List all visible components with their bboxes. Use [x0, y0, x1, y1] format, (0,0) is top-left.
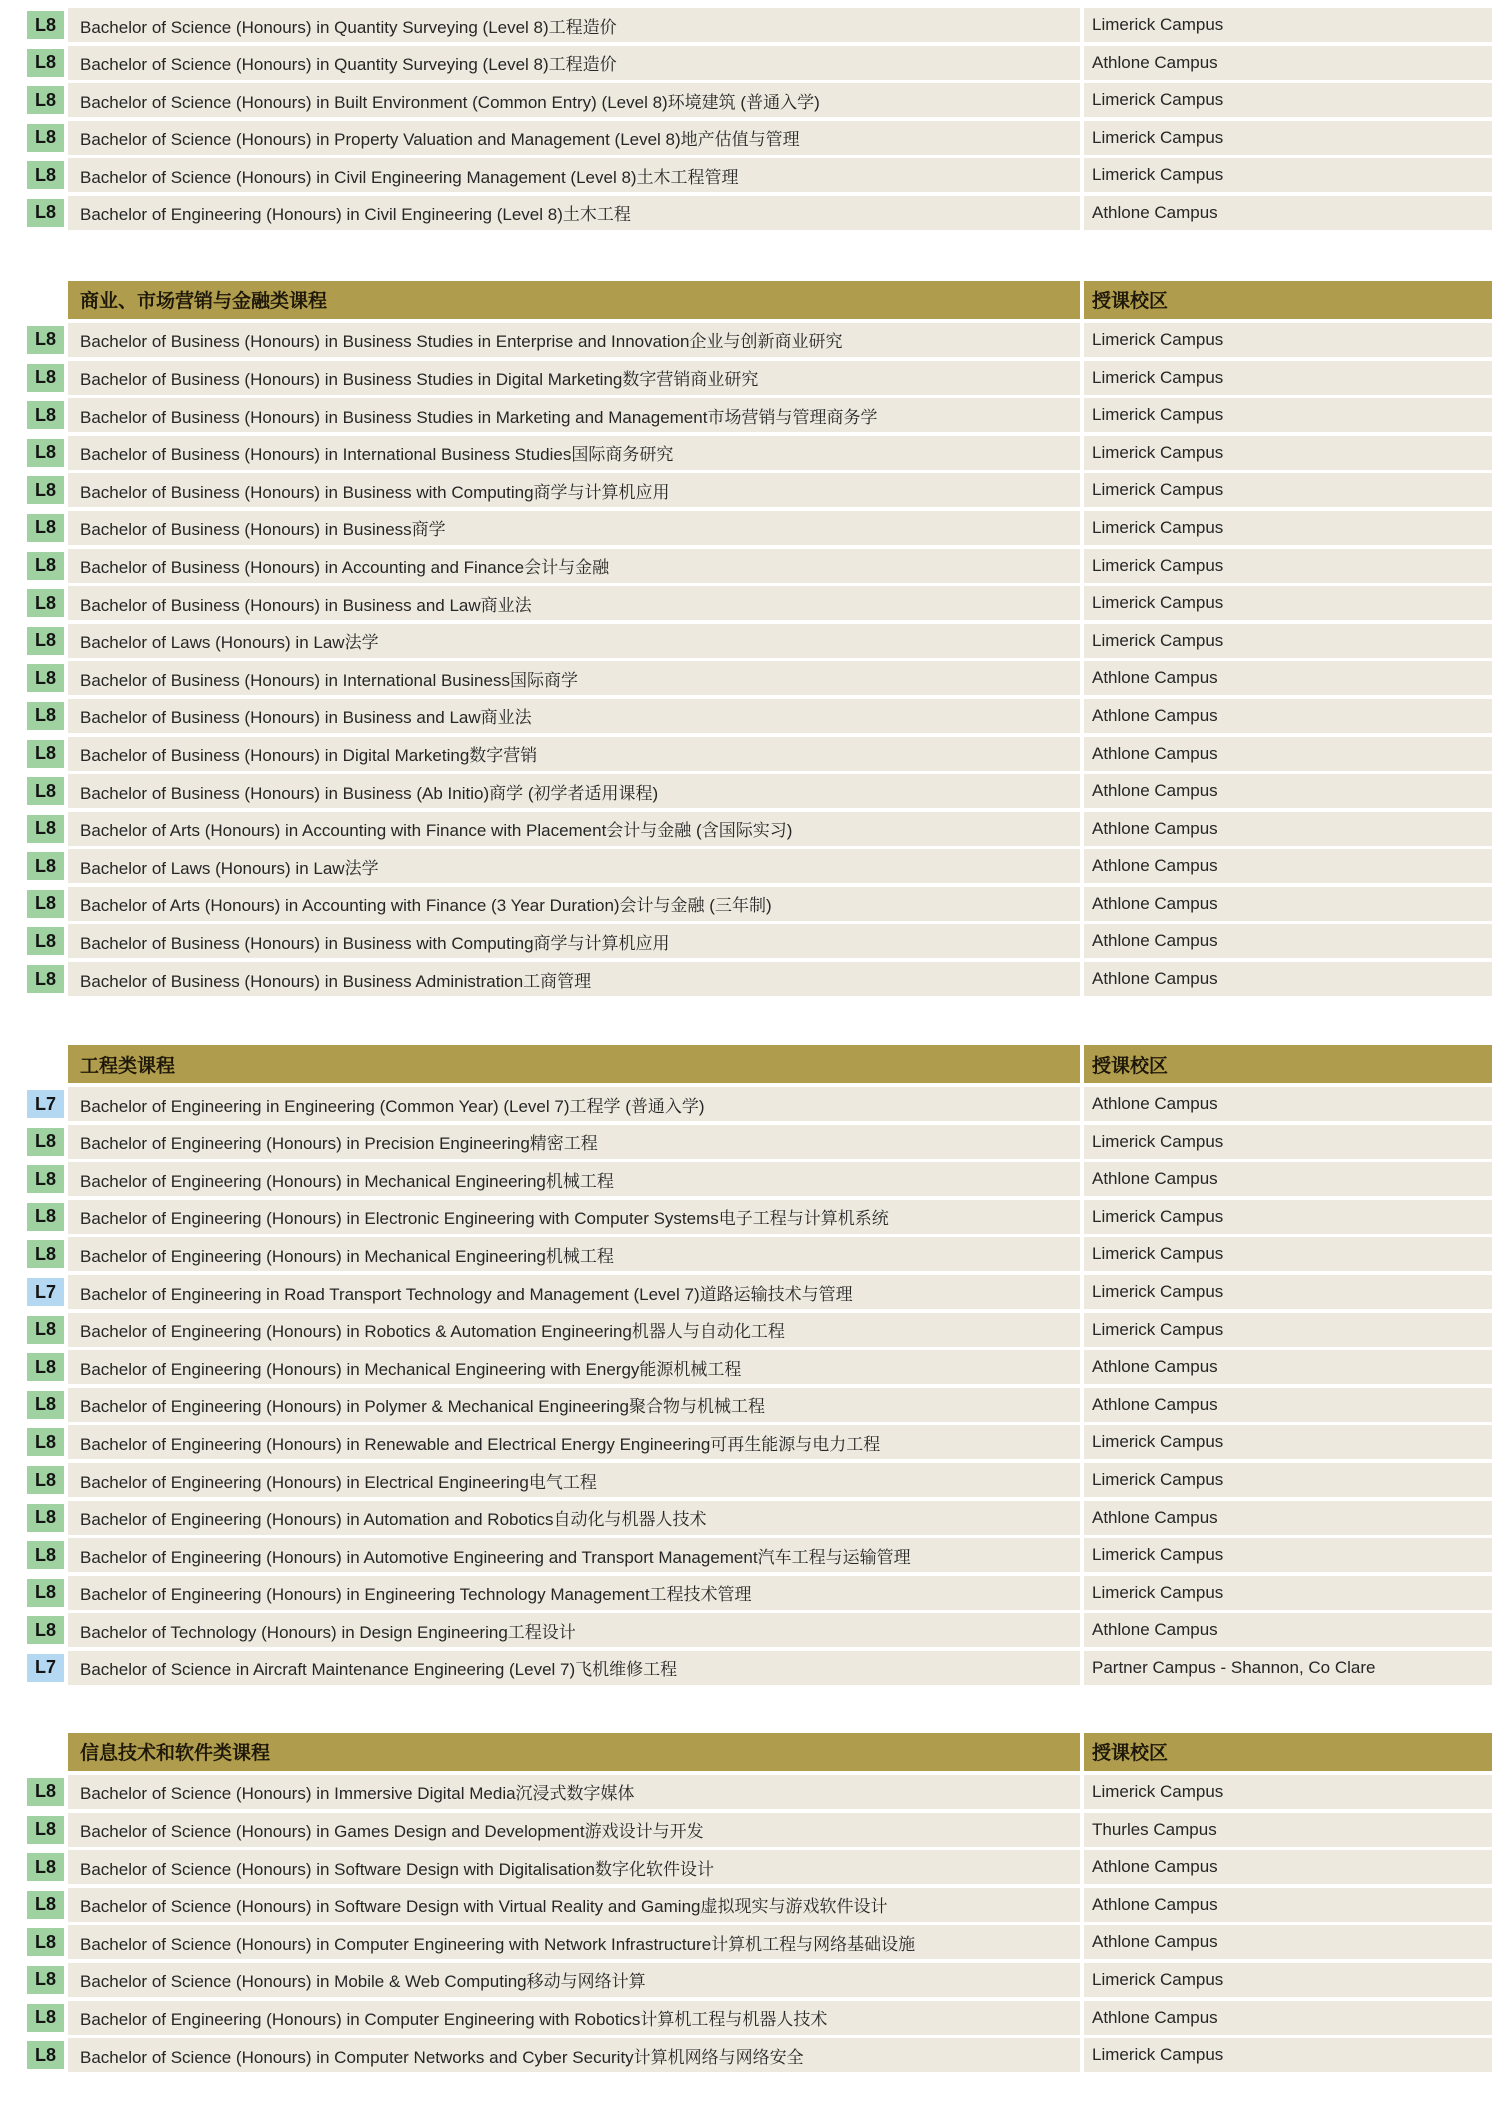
campus-name: Limerick Campus — [1084, 624, 1492, 658]
course-name: Bachelor of Engineering (Honours) in Civil Engineering (Level 8)土木工程 — [68, 196, 1080, 230]
course-name: Bachelor of Science (Honours) in Civil Engineering Management (Level 8)土木工程管理 — [68, 158, 1080, 192]
course-name: Bachelor of Engineering in Road Transport Technology and Management (Level 7)道路运输技术与管理 — [68, 1275, 1080, 1309]
campus-name: Athlone Campus — [1084, 887, 1492, 921]
course-name: Bachelor of Engineering (Honours) in Mechanical Engineering with Energy能源机械工程 — [68, 1350, 1080, 1384]
course-name: Bachelor of Arts (Honours) in Accounting with Finance with Placement会计与金融 (含国际实习) — [68, 812, 1080, 846]
table-row — [0, 2038, 1492, 2072]
level-badge: L8 — [27, 1966, 64, 1994]
table-row — [0, 361, 1492, 395]
level-badge: L8 — [27, 2004, 64, 2032]
table-row — [0, 849, 1492, 883]
level-badge: L8 — [27, 627, 64, 655]
course-name: Bachelor of Science (Honours) in Software Design with Digitalisation数字化软件设计 — [68, 1850, 1080, 1884]
campus-name: Athlone Campus — [1084, 849, 1492, 883]
course-name: Bachelor of Engineering (Honours) in Polymer & Mechanical Engineering聚合物与机械工程 — [68, 1388, 1080, 1422]
course-name: Bachelor of Science (Honours) in Computer Engineering with Network Infrastructure计算机工程与网络基础设施 — [68, 1925, 1080, 1959]
table-row — [0, 1350, 1492, 1384]
table-row — [0, 1313, 1492, 1347]
level-badge: L8 — [27, 552, 64, 580]
table-row — [0, 624, 1492, 658]
campus-column-header: 授课校区 — [1084, 1733, 1492, 1771]
campus-name: Athlone Campus — [1084, 1850, 1492, 1884]
table-row — [0, 1087, 1492, 1121]
level-badge: L8 — [27, 49, 64, 77]
course-name: Bachelor of Technology (Honours) in Design Engineering工程设计 — [68, 1613, 1080, 1647]
table-row — [0, 158, 1492, 192]
table-row — [0, 1425, 1492, 1459]
course-name: Bachelor of Business (Honours) in Business商学 — [68, 511, 1080, 545]
campus-name: Limerick Campus — [1084, 511, 1492, 545]
campus-name: Limerick Campus — [1084, 1200, 1492, 1234]
campus-name: Athlone Campus — [1084, 962, 1492, 996]
campus-name: Limerick Campus — [1084, 1576, 1492, 1610]
course-name: Bachelor of Science (Honours) in Immersive Digital Media沉浸式数字媒体 — [68, 1775, 1080, 1809]
course-name: Bachelor of Science (Honours) in Property Valuation and Management (Level 8)地产估值与管理 — [68, 121, 1080, 155]
course-name: Bachelor of Business (Honours) in Business Studies in Digital Marketing数字营销商业研究 — [68, 361, 1080, 395]
campus-name: Limerick Campus — [1084, 8, 1492, 42]
campus-name: Limerick Campus — [1084, 158, 1492, 192]
section-title: 商业、市场营销与金融类课程 — [68, 281, 1080, 319]
campus-name: Limerick Campus — [1084, 1538, 1492, 1572]
level-badge: L8 — [27, 1466, 64, 1494]
level-badge: L8 — [27, 401, 64, 429]
table-row — [0, 1888, 1492, 1922]
course-name: Bachelor of Engineering (Honours) in Electronic Engineering with Computer Systems电子工程与计算机系统 — [68, 1200, 1080, 1234]
level-badge: L8 — [27, 476, 64, 504]
table-row — [0, 887, 1492, 921]
campus-name: Athlone Campus — [1084, 699, 1492, 733]
campus-name: Limerick Campus — [1084, 586, 1492, 620]
course-table-section — [0, 281, 1492, 996]
level-badge: L8 — [27, 1928, 64, 1956]
section-header-row — [68, 1733, 1492, 1771]
table-row — [0, 473, 1492, 507]
table-row — [0, 924, 1492, 958]
level-badge: L8 — [27, 1391, 64, 1419]
course-name: Bachelor of Engineering (Honours) in Electrical Engineering电气工程 — [68, 1463, 1080, 1497]
table-row — [0, 549, 1492, 583]
table-row — [0, 1275, 1492, 1309]
campus-name: Athlone Campus — [1084, 1162, 1492, 1196]
campus-name: Athlone Campus — [1084, 1350, 1492, 1384]
course-name: Bachelor of Engineering (Honours) in Computer Engineering with Robotics计算机工程与机器人技术 — [68, 2001, 1080, 2035]
section-title: 信息技术和软件类课程 — [68, 1733, 1080, 1771]
table-row — [0, 1463, 1492, 1497]
campus-name: Limerick Campus — [1084, 1425, 1492, 1459]
section-title: 工程类课程 — [68, 1045, 1080, 1083]
campus-name: Limerick Campus — [1084, 1125, 1492, 1159]
section-header-row — [68, 281, 1492, 319]
table-row — [0, 1813, 1492, 1847]
level-badge: L8 — [27, 161, 64, 189]
level-badge: L8 — [27, 1616, 64, 1644]
level-badge: L8 — [27, 815, 64, 843]
table-row — [0, 398, 1492, 432]
table-row — [0, 962, 1492, 996]
level-badge: L8 — [27, 439, 64, 467]
level-badge: L8 — [27, 1316, 64, 1344]
table-row — [0, 1651, 1492, 1685]
level-badge: L8 — [27, 890, 64, 918]
table-row — [0, 1775, 1492, 1809]
campus-name: Athlone Campus — [1084, 1388, 1492, 1422]
campus-name: Athlone Campus — [1084, 1501, 1492, 1535]
course-name: Bachelor of Business (Honours) in Business Studies in Marketing and Management市场营销与管理商务学 — [68, 398, 1080, 432]
course-name: Bachelor of Science (Honours) in Games Design and Development游戏设计与开发 — [68, 1813, 1080, 1847]
level-badge: L8 — [27, 589, 64, 617]
table-row — [0, 1125, 1492, 1159]
level-badge: L8 — [27, 1579, 64, 1607]
campus-name: Athlone Campus — [1084, 1888, 1492, 1922]
table-row — [0, 1538, 1492, 1572]
level-badge: L8 — [27, 1778, 64, 1806]
campus-name: Athlone Campus — [1084, 1087, 1492, 1121]
section-header-row — [68, 1045, 1492, 1083]
table-row — [0, 1162, 1492, 1196]
table-row — [0, 1200, 1492, 1234]
level-badge: L8 — [27, 1240, 64, 1268]
course-name: Bachelor of Engineering (Honours) in Mechanical Engineering机械工程 — [68, 1162, 1080, 1196]
campus-name: Thurles Campus — [1084, 1813, 1492, 1847]
campus-name: Partner Campus - Shannon, Co Clare — [1084, 1651, 1492, 1685]
table-row — [0, 699, 1492, 733]
campus-name: Athlone Campus — [1084, 924, 1492, 958]
course-name: Bachelor of Science (Honours) in Quantity Surveying (Level 8)工程造价 — [68, 46, 1080, 80]
course-name: Bachelor of Science (Honours) in Quantity Surveying (Level 8)工程造价 — [68, 8, 1080, 42]
table-row — [0, 1576, 1492, 1610]
table-row — [0, 586, 1492, 620]
table-row — [0, 1388, 1492, 1422]
course-name: Bachelor of Business (Honours) in Business with Computing商学与计算机应用 — [68, 924, 1080, 958]
course-table-section — [0, 1733, 1492, 2072]
course-name: Bachelor of Engineering (Honours) in Precision Engineering精密工程 — [68, 1125, 1080, 1159]
campus-column-header: 授课校区 — [1084, 281, 1492, 319]
course-name: Bachelor of Engineering in Engineering (Common Year) (Level 7)工程学 (普通入学) — [68, 1087, 1080, 1121]
table-row — [0, 1237, 1492, 1271]
course-name: Bachelor of Science (Honours) in Software Design with Virtual Reality and Gaming虚拟现实与游戏软件设计 — [68, 1888, 1080, 1922]
level-badge: L7 — [27, 1090, 64, 1118]
campus-column-header: 授课校区 — [1084, 1045, 1492, 1083]
table-row — [0, 1613, 1492, 1647]
level-badge: L8 — [27, 702, 64, 730]
campus-name: Limerick Campus — [1084, 436, 1492, 470]
course-name: Bachelor of Business (Honours) in Business with Computing商学与计算机应用 — [68, 473, 1080, 507]
level-badge: L7 — [27, 1278, 64, 1306]
table-row — [0, 1850, 1492, 1884]
course-name: Bachelor of Business (Honours) in Accounting and Finance会计与金融 — [68, 549, 1080, 583]
course-name: Bachelor of Science (Honours) in Built Environment (Common Entry) (Level 8)环境建筑 (普通入学) — [68, 83, 1080, 117]
campus-name: Limerick Campus — [1084, 1237, 1492, 1271]
course-table-section — [0, 1045, 1492, 1685]
course-name: Bachelor of Arts (Honours) in Accounting with Finance (3 Year Duration)会计与金融 (三年制) — [68, 887, 1080, 921]
course-name: Bachelor of Business (Honours) in Digital Marketing数字营销 — [68, 737, 1080, 771]
level-badge: L8 — [27, 2041, 64, 2069]
course-name: Bachelor of Science (Honours) in Mobile & Web Computing移动与网络计算 — [68, 1963, 1080, 1997]
campus-name: Athlone Campus — [1084, 737, 1492, 771]
campus-name: Athlone Campus — [1084, 1613, 1492, 1647]
table-row — [0, 1501, 1492, 1535]
campus-name: Limerick Campus — [1084, 1463, 1492, 1497]
level-badge: L8 — [27, 852, 64, 880]
campus-name: Limerick Campus — [1084, 1313, 1492, 1347]
course-name: Bachelor of Business (Honours) in Business Administration工商管理 — [68, 962, 1080, 996]
table-row — [0, 46, 1492, 80]
level-badge: L8 — [27, 86, 64, 114]
table-row — [0, 121, 1492, 155]
course-name: Bachelor of Engineering (Honours) in Automation and Robotics自动化与机器人技术 — [68, 1501, 1080, 1535]
campus-name: Limerick Campus — [1084, 1963, 1492, 1997]
table-row — [0, 323, 1492, 357]
course-name: Bachelor of Business (Honours) in Business (Ab Initio)商学 (初学者适用课程) — [68, 774, 1080, 808]
table-row — [0, 737, 1492, 771]
course-name: Bachelor of Laws (Honours) in Law法学 — [68, 849, 1080, 883]
table-row — [0, 8, 1492, 42]
table-row — [0, 1963, 1492, 1997]
level-badge: L8 — [27, 199, 64, 227]
table-row — [0, 511, 1492, 545]
campus-name: Athlone Campus — [1084, 2001, 1492, 2035]
level-badge: L8 — [27, 1203, 64, 1231]
level-badge: L8 — [27, 1428, 64, 1456]
level-badge: L8 — [27, 1816, 64, 1844]
table-row — [0, 1925, 1492, 1959]
table-row — [0, 196, 1492, 230]
course-name: Bachelor of Laws (Honours) in Law法学 — [68, 624, 1080, 658]
table-row — [0, 436, 1492, 470]
level-badge: L8 — [27, 664, 64, 692]
campus-name: Limerick Campus — [1084, 2038, 1492, 2072]
level-badge: L8 — [27, 1353, 64, 1381]
level-badge: L8 — [27, 740, 64, 768]
campus-name: Limerick Campus — [1084, 473, 1492, 507]
campus-name: Athlone Campus — [1084, 812, 1492, 846]
level-badge: L8 — [27, 1891, 64, 1919]
table-row — [0, 774, 1492, 808]
level-badge: L8 — [27, 514, 64, 542]
level-badge: L8 — [27, 1128, 64, 1156]
course-table-section — [0, 8, 1492, 230]
campus-name: Limerick Campus — [1084, 1775, 1492, 1809]
course-name: Bachelor of Business (Honours) in Business and Law商业法 — [68, 699, 1080, 733]
course-name: Bachelor of Engineering (Honours) in Robotics & Automation Engineering机器人与自动化工程 — [68, 1313, 1080, 1347]
level-badge: L8 — [27, 11, 64, 39]
campus-name: Athlone Campus — [1084, 46, 1492, 80]
course-name: Bachelor of Engineering (Honours) in Automotive Engineering and Transport Management汽车工程与运输管理 — [68, 1538, 1080, 1572]
table-row — [0, 661, 1492, 695]
course-name: Bachelor of Business (Honours) in International Business国际商学 — [68, 661, 1080, 695]
course-name: Bachelor of Business (Honours) in International Business Studies国际商务研究 — [68, 436, 1080, 470]
table-row — [0, 83, 1492, 117]
course-name: Bachelor of Business (Honours) in Business Studies in Enterprise and Innovation企业与创新商业研究 — [68, 323, 1080, 357]
level-badge: L8 — [27, 965, 64, 993]
course-name: Bachelor of Science in Aircraft Maintenance Engineering (Level 7)飞机维修工程 — [68, 1651, 1080, 1685]
level-badge: L7 — [27, 1654, 64, 1682]
campus-name: Limerick Campus — [1084, 323, 1492, 357]
campus-name: Athlone Campus — [1084, 196, 1492, 230]
level-badge: L8 — [27, 326, 64, 354]
level-badge: L8 — [27, 364, 64, 392]
table-row — [0, 2001, 1492, 2035]
level-badge: L8 — [27, 124, 64, 152]
course-name: Bachelor of Science (Honours) in Computer Networks and Cyber Security计算机网络与网络安全 — [68, 2038, 1080, 2072]
campus-name: Athlone Campus — [1084, 661, 1492, 695]
campus-name: Limerick Campus — [1084, 398, 1492, 432]
course-name: Bachelor of Business (Honours) in Business and Law商业法 — [68, 586, 1080, 620]
campus-name: Limerick Campus — [1084, 1275, 1492, 1309]
course-name: Bachelor of Engineering (Honours) in Renewable and Electrical Energy Engineering可再生能源与电力工程 — [68, 1425, 1080, 1459]
level-badge: L8 — [27, 927, 64, 955]
level-badge: L8 — [27, 1165, 64, 1193]
campus-name: Limerick Campus — [1084, 361, 1492, 395]
level-badge: L8 — [27, 1504, 64, 1532]
course-name: Bachelor of Engineering (Honours) in Mechanical Engineering机械工程 — [68, 1237, 1080, 1271]
campus-name: Limerick Campus — [1084, 549, 1492, 583]
level-badge: L8 — [27, 777, 64, 805]
level-badge: L8 — [27, 1853, 64, 1881]
course-name: Bachelor of Engineering (Honours) in Engineering Technology Management工程技术管理 — [68, 1576, 1080, 1610]
campus-name: Athlone Campus — [1084, 1925, 1492, 1959]
level-badge: L8 — [27, 1541, 64, 1569]
campus-name: Limerick Campus — [1084, 83, 1492, 117]
campus-name: Athlone Campus — [1084, 774, 1492, 808]
campus-name: Limerick Campus — [1084, 121, 1492, 155]
table-row — [0, 812, 1492, 846]
